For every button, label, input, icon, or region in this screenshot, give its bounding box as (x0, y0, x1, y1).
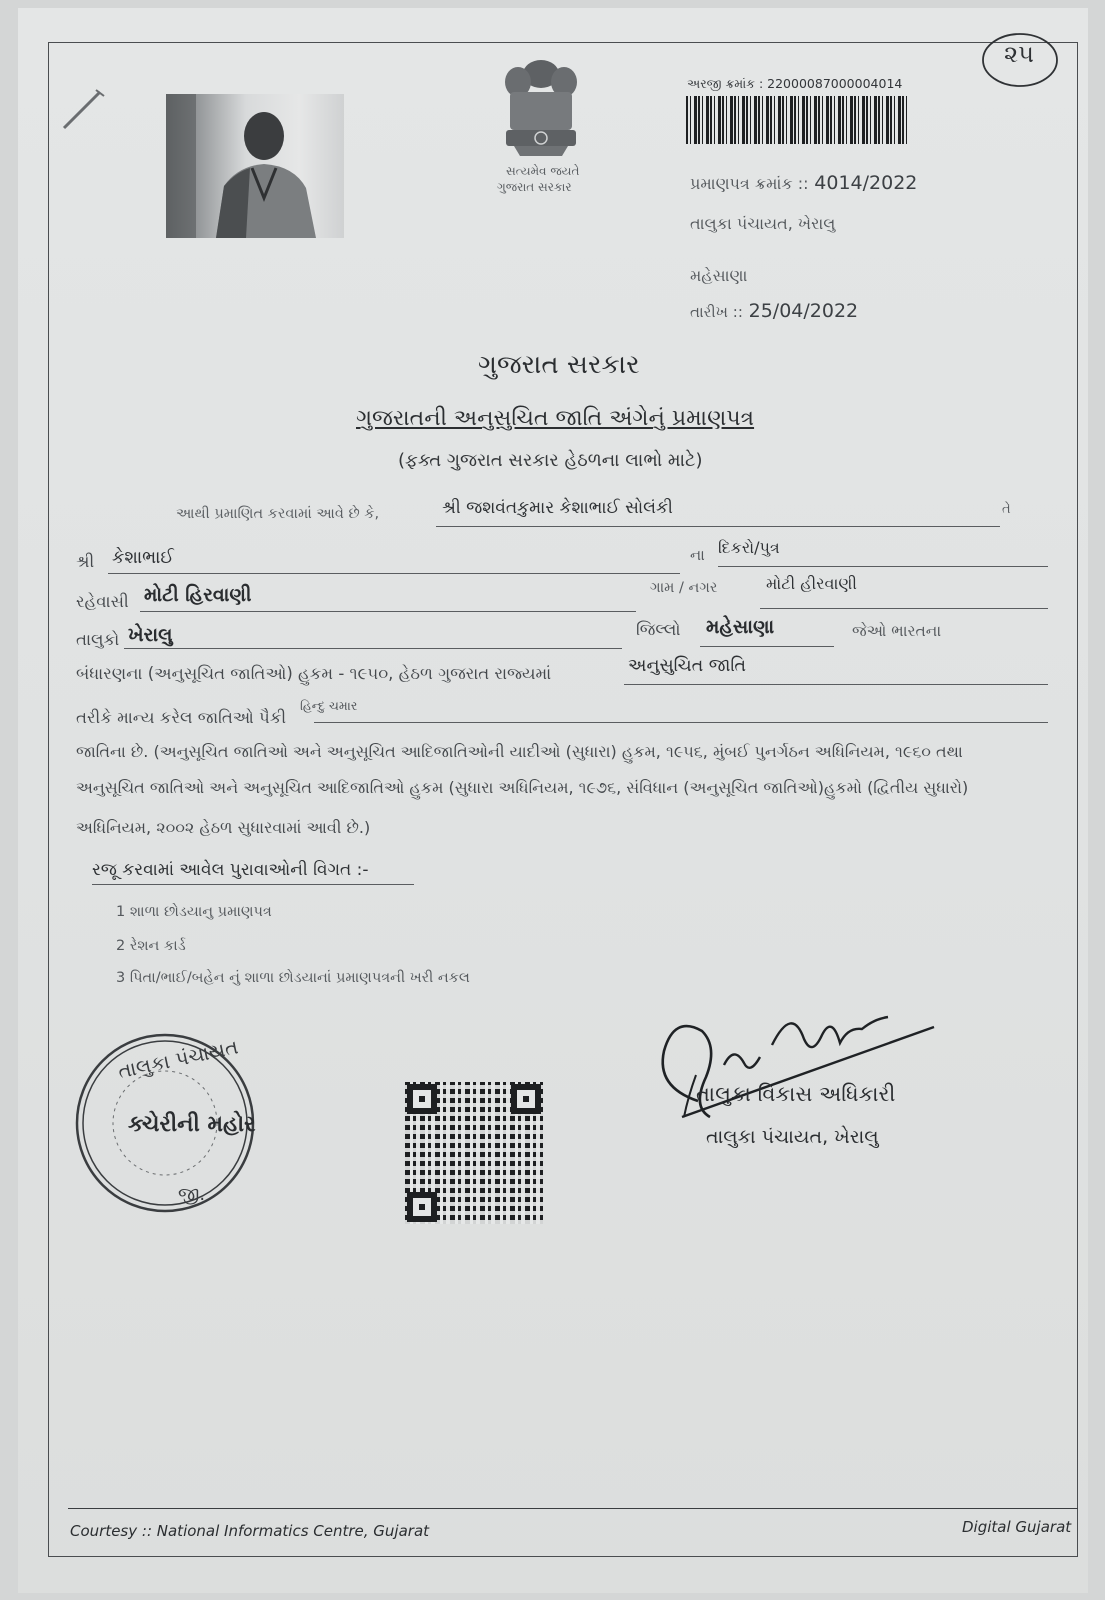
paragraph-line-3: અધિનિયમ, ૨૦૦૨ હેઠળ સુધારવામાં આવી છે.) (76, 818, 371, 837)
footer-divider (68, 1508, 1078, 1509)
signature-designation: તાલુકા વિકાસ અધિકારી (696, 1082, 896, 1106)
evidence-item: 2 રેશન કાર્ડ (116, 938, 186, 954)
government-title: ગુજરાત સરકાર (478, 350, 640, 380)
page-number: ૨૫ (1004, 40, 1034, 68)
certificate-number: 4014/2022 (814, 172, 918, 194)
taluka-label: તાલુકો (76, 630, 120, 649)
recognised-text: તરીકે માન્ય કરેલ જાતિઓ પૈકી (76, 708, 287, 727)
relation-label: ના (690, 546, 705, 564)
application-number-row (687, 76, 902, 92)
certificate-number-row (690, 172, 917, 194)
verification-qr-code (405, 1082, 543, 1224)
footer-courtesy: Courtesy :: National Informatics Centre, Gujarat (70, 1522, 430, 1540)
application-number-label: અરજી ક્રમાંક : (687, 76, 764, 91)
category-line (624, 684, 1048, 685)
village-label: ગામ / નગર (650, 580, 718, 596)
seal-center-text: ક્ચેરીની મહોર (128, 1112, 256, 1137)
seal-ring-text: તાલુકા પંચાયત (115, 1034, 241, 1084)
office-line-1: તાલુકા પંચાયત, ખેરાલુ (690, 214, 836, 233)
certificate-title: ગુજરાતની અનુસુચિત જાતિ અંગેનું પ્રમાણપત્ર (356, 406, 755, 431)
village-value: મોટી હીરવાણી (766, 574, 857, 593)
relation-line (718, 566, 1048, 567)
emblem-caption-2: ગુજરાત સરકાર (497, 180, 572, 194)
application-number: 22000087000004014 (767, 76, 903, 91)
officer-signature (652, 1005, 942, 1145)
resident-line (140, 611, 636, 612)
certificate-subtitle: (ફક્ત ગુજરાત સરકાર હેઠળના લાભો માટે) (398, 450, 703, 471)
evidence-item: 3 પિતા/ભાઈ/બહેન નું શાળા છોડયાનાં પ્રમાણપત્રની ખરી નકલ (116, 970, 470, 986)
district-label: જિલ્લો (636, 620, 681, 639)
person-suffix: તે (1002, 502, 1011, 517)
paragraph-line-2: અનુસૂચિત જાતિઓ અને અનુસૂચિત આદિજાતિઓ હુકમ (સુધારા અધિનિયમ, ૧૯૭૬, સંવિધાન (અનુસૂચિત જાતિઓ)હુકમો (દ્વિતીય સુધારો) (76, 778, 969, 797)
taluka-line (124, 648, 622, 649)
india-label: જેઓ ભારતના (852, 622, 942, 640)
issue-date: 25/04/2022 (748, 300, 859, 322)
district-line (700, 646, 834, 647)
qr-finder-icon (511, 1084, 541, 1114)
issue-date-row (690, 300, 858, 322)
district-value: મહેસાણા (706, 616, 775, 638)
paragraph-line-1: જાતિના છે. (અનુસૂચિત જાતિઓ અને અનુસૂચિત આદિજાતિઓની યાદીઓ (સુધારા) હુકમ, ૧૯૫૬, મુંબઈ પુનર્ગઠન અધિનિયમ, ૧૯૬૦ તથા (76, 742, 963, 761)
qr-finder-icon (407, 1084, 437, 1114)
village-line (760, 608, 1048, 609)
caste-value: હિન્દુ ચમાર (300, 698, 358, 713)
father-name: કેશાભાઈ (112, 548, 174, 568)
national-emblem-icon (488, 52, 594, 164)
issue-date-label: તારીખ :: (690, 303, 743, 321)
seal-bottom-text: જી. (178, 1184, 206, 1205)
evidence-heading: રજૂ કરવામાં આવેલ પુરાવાઓની વિગત :- (92, 860, 369, 880)
certify-label: આથી પ્રમાણિત કરવામાં આવે છે કે, (176, 506, 380, 522)
relation-value: દિકરો/પુત્ર (718, 538, 780, 557)
father-prefix: શ્રી (76, 552, 95, 571)
evidence-item: 1 શાળા છોડયાનુ પ્રમાણપત્ર (116, 904, 272, 920)
taluka-value: ખેરાલુ (128, 624, 173, 646)
person-silhouette-icon (166, 94, 344, 238)
emblem-caption-1: સત્યમેવ જયતે (506, 164, 580, 178)
father-name-line (108, 573, 680, 574)
evidence-heading-line (92, 884, 414, 885)
certificate-border (48, 42, 1078, 1557)
caste-line (314, 722, 1048, 723)
signature-office: તાલુકા પંચાયત, ખેરાલુ (706, 1126, 879, 1148)
applicant-photo (166, 94, 344, 238)
footer-brand: Digital Gujarat (962, 1518, 1072, 1536)
application-barcode (686, 96, 910, 144)
constitution-text: બંધારણના (અનુસૂચિત જાતિઓ) હુકમ - ૧૯૫૦, હેઠળ ગુજરાત રાજ્યમાં (76, 664, 552, 683)
office-line-2: મહેસાણા (690, 266, 748, 285)
resident-label: રહેવાસી (76, 592, 129, 611)
person-name-line (436, 526, 1000, 527)
person-name: શ્રી જશવંતકુમાર કેશાભાઈ સોલંકી (442, 498, 673, 518)
certificate-number-label: પ્રમાણપત્ર ક્રમાંક :: (690, 174, 809, 193)
resident-value: મોટી હિરવાણી (144, 584, 252, 606)
category-value: અનુસુચિત જાતિ (628, 656, 746, 676)
pencil-mark-icon (60, 86, 106, 132)
qr-finder-icon (407, 1192, 437, 1222)
